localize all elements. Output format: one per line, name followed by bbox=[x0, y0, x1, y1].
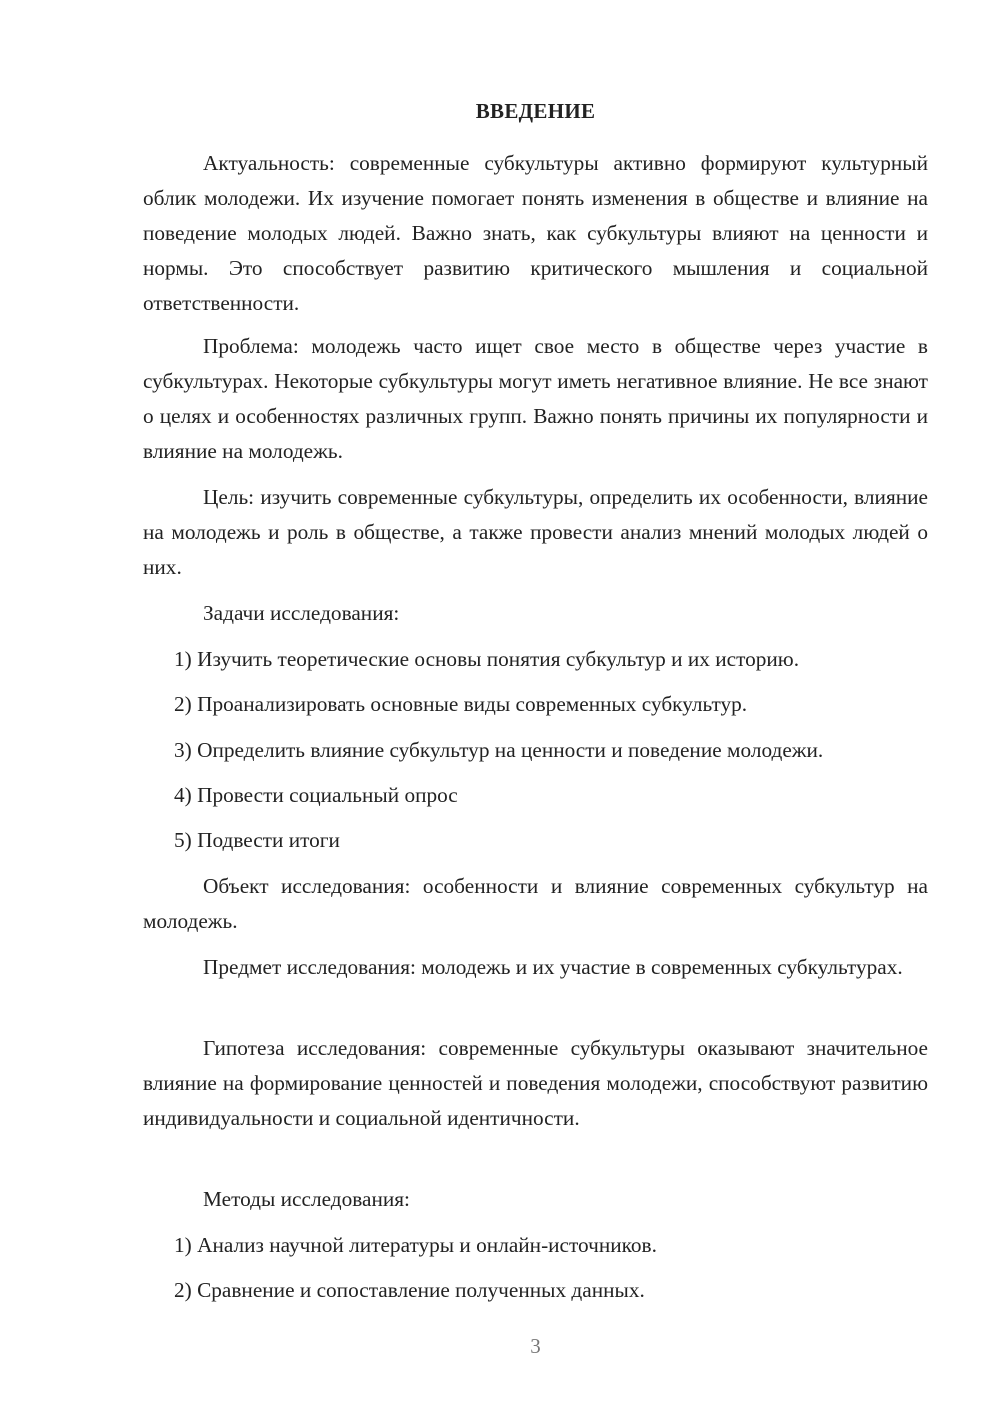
page-number: 3 bbox=[530, 1334, 541, 1358]
task-item-2: 2) Проанализировать основные виды современных субкультур. bbox=[174, 692, 748, 716]
tasks-heading: Задачи исследования: bbox=[203, 601, 400, 625]
methods-heading: Методы исследования: bbox=[203, 1187, 410, 1211]
method-item-2: 2) Сравнение и сопоставление полученных данных. bbox=[174, 1278, 645, 1302]
page-title: ВВЕДЕНИЕ bbox=[475, 99, 596, 123]
subject-paragraph: Предмет исследования: молодежь и их участие в современных субкультурах. bbox=[203, 955, 903, 979]
relevance-paragraph: Актуальность: современные субкультуры активно формируют культурный облик молодежи. Их изучение помогает понять изменения в обществе и влияние на поведение молодых людей. Важно знать, как субкультуры влияют на ценности и нормы. Это способствует развитию критического мышления и социальной ответственности. bbox=[143, 151, 928, 315]
task-item-4: 4) Провести социальный опрос bbox=[174, 783, 458, 807]
task-item-3: 3) Определить влияние субкультур на ценности и поведение молодежи. bbox=[174, 738, 824, 762]
method-item-1: 1) Анализ научной литературы и онлайн-источников. bbox=[174, 1233, 657, 1257]
task-item-1: 1) Изучить теоретические основы понятия субкультур и их историю. bbox=[174, 647, 800, 671]
task-item-5: 5) Подвести итоги bbox=[174, 828, 340, 852]
hypothesis-paragraph: Гипотеза исследования: современные субкультуры оказывают значительное влияние на формирование ценностей и поведения молодежи, способствуют развитию индивидуальности и социальной идентичности. bbox=[143, 1036, 928, 1130]
document-page bbox=[143, 0, 928, 1414]
problem-paragraph: Проблема: молодежь часто ищет свое место в обществе через участие в субкультурах. Некоторые субкультуры могут иметь негативное влияние. Не все знают о целях и особенностях различных групп. Важно понять причины их популярности и влияние на молодежь. bbox=[143, 334, 928, 463]
object-paragraph: Объект исследования: особенности и влияние современных субкультур на молодежь. bbox=[143, 874, 928, 933]
goal-paragraph: Цель: изучить современные субкультуры, определить их особенности, влияние на молодежь и роль в обществе, а также провести анализ мнений молодых людей о них. bbox=[143, 485, 928, 579]
